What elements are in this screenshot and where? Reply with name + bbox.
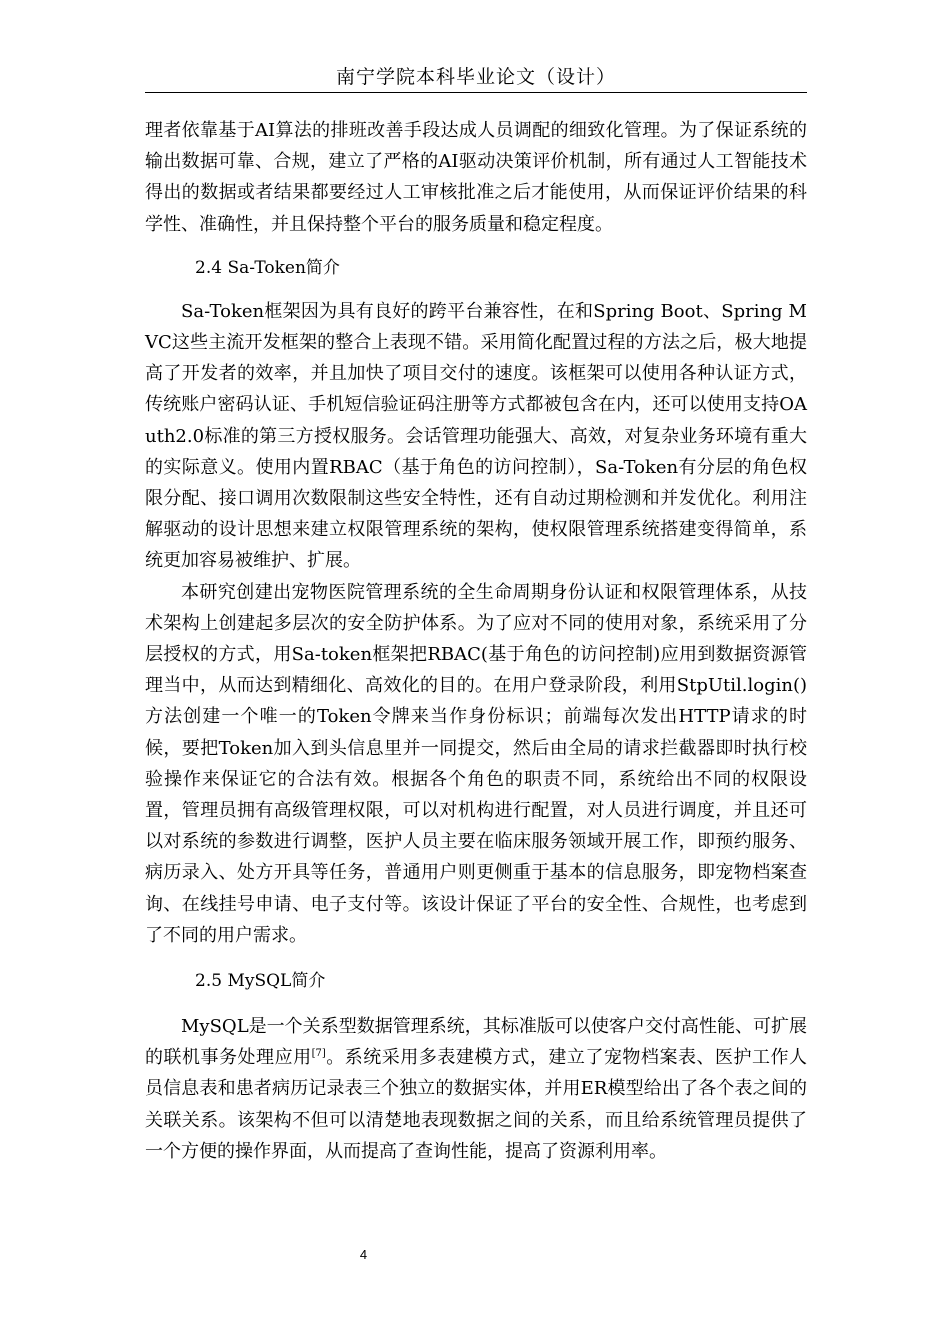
page-number: 4 [359, 1247, 368, 1262]
citation-ref: [7] [311, 1048, 326, 1060]
paragraph-sa-token-application: 本研究创建出宠物医院管理系统的全生命周期身份认证和权限管理体系，从技术架构上创建起多层次的安全防护体系。为了应对不同的使用对象，系统采用了分层授权的方式，用Sa-token框架把RBAC(基于角色的访问控制)应用到数据资源管理当中，从而达到精细化、高效化的目的。在用户登录阶段，利用StpUtil.login()方法创建一个唯一的Token令牌来当作身份标识；前端每次发出HTTP请求的时候，要把Token加入到头信息里并一同提交，然后由全局的请求拦截器即时执行校验操作来保证它的合法有效。根据各个角色的职责不同，系统给出不同的权限设置，管理员拥有高级管理权限，可以对机构进行配置，对人员进行调度，并且还可以对系统的参数进行调整，医护人员主要在临床服务领域开展工作，即预约服务、病历录入、处方开具等任务，普通用户则更侧重于基本的信息服务，即宠物档案查询、在线挂号申请、电子支付等。该设计保证了平台的安全性、合规性，也考虑到了不同的用户需求。 [145, 581, 807, 946]
section-heading-2-5: 2.5 MySQL简介 [195, 971, 326, 992]
mysql-text-b: 。系统采用多表建模方式，建立了宠物档案表、医护工作人员信息表和患者病历记录表三个独立的数据实体，并用ER模型给出了各个表之间的关联关系。该架构不但可以清楚地表现数据之间的关系，而且给系统管理员提供了一个方便的操作界面，从而提高了查询性能，提高了资源利用率。 [145, 1047, 808, 1162]
mysql-text-a: MySQL是一个关系型数据管理系统，其标准版可以使客户交付高性能、可扩展的联机事务处理应用 [145, 1016, 807, 1069]
paragraph-sa-token-intro: Sa-Token框架因为具有良好的跨平台兼容性，在和Spring Boot、Spring MVC这些主流开发框架的整合上表现不错。采用简化配置过程的方法之后，极大地提高了开发者的效率，并且加快了项目交付的速度。该框架可以使用各种认证方式，传统账户密码认证、手机短信验证码注册等方式都被包含在内，还可以使用支持OAuth2.0标准的第三方授权服务。会话管理功能强大、高效，对复杂业务环境有重大的实际意义。使用内置RBAC（基于角色的访问控制），Sa-Token有分层的角色权限分配、接口调用次数限制这些安全特性，还有自动过期检测和并发优化。利用注解驱动的设计思想来建立权限管理系统的架构，使权限管理系统搭建变得简单，系统更加容易被维护、扩展。 [145, 300, 807, 572]
paragraph-mysql [145, 1011, 807, 1167]
paragraph-continued: 理者依靠基于AI算法的排班改善手段达成人员调配的细致化管理。为了保证系统的输出数据可靠、合规，建立了严格的AI驱动决策评价机制，所有通过人工智能技术得出的数据或者结果都要经过人工审核批准之后才能使用，从而保证评价结果的科学性、准确性，并且保持整个平台的服务质量和稳定程度。 [145, 120, 807, 235]
body-text [145, 115, 807, 1167]
header-rule [145, 92, 807, 93]
running-header: 南宁学院本科毕业论文（设计） [335, 66, 616, 88]
section-heading-2-4: 2.4 Sa-Token简介 [195, 257, 340, 278]
